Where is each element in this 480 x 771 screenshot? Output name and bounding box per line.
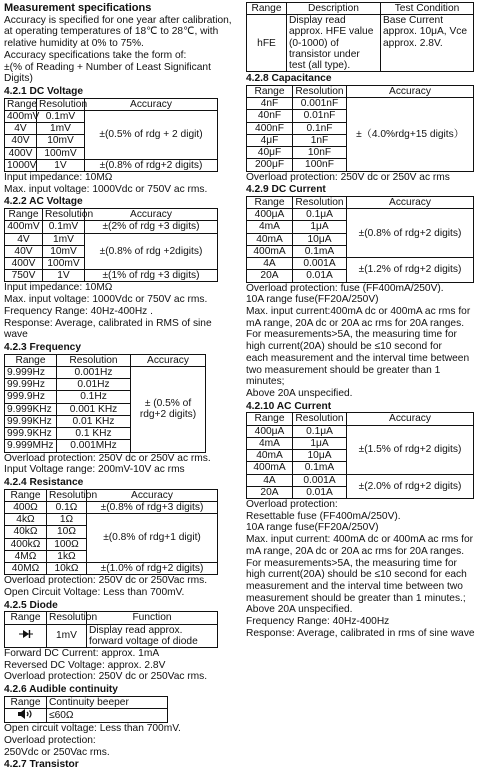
range-cell: 99.99KHz — [5, 415, 57, 427]
note-line: mA range, 20A dc or 20A ac rms for 20A ranges. — [246, 317, 465, 329]
table-row — [5, 159, 218, 171]
note-line: measurement and the interval time between two — [246, 581, 463, 592]
header-resolution: Resolution — [57, 354, 131, 366]
header-range: Range — [5, 209, 43, 221]
resolution-cell: 10μA — [293, 233, 347, 245]
range-cell: 400mA — [247, 245, 293, 257]
note-line: Above 20A unspecified. — [246, 604, 353, 616]
note-line: Max. input current:400mA dc or 400mA ac rms for — [246, 305, 471, 317]
header-resolution: Resolution — [293, 197, 347, 209]
note-line: Overload protection: 250V dc or 250Vac rms. — [4, 671, 208, 683]
table-row — [5, 221, 218, 233]
header-accuracy: Accuracy — [347, 413, 474, 425]
range-cell: 750V — [5, 270, 43, 282]
range-cell: 20A — [247, 486, 293, 498]
header-resolution: Resolution — [47, 612, 87, 624]
note-line: measurement should be greater than 1 minutes.; — [246, 592, 466, 604]
range-cell: 9.999MHz — [5, 440, 57, 452]
note-line: Input impedance: 10MΩ — [4, 171, 113, 183]
table-row — [247, 474, 474, 486]
range-cell: 9.999Hz — [5, 366, 57, 378]
diode-heading: 4.2.5 Diode — [4, 599, 58, 611]
resolution-cell: 0.01nF — [293, 110, 347, 122]
header-accuracy: Accuracy — [347, 197, 474, 209]
resolution-cell: 0.001 KHz — [57, 403, 131, 415]
range-cell: 4mA — [247, 221, 293, 233]
spec-line: at operating temperatures of 18℃ to 28℃, with — [4, 26, 219, 38]
range-cell: 40V — [5, 135, 37, 147]
header-description: Description — [287, 3, 381, 15]
resolution-cell: 0.01 KHz — [57, 415, 131, 427]
resolution-cell: 0.1Hz — [57, 391, 131, 403]
frequency-heading: 4.2.3 Frequency — [4, 342, 82, 354]
resolution-cell: 1μA — [293, 221, 347, 233]
note-line: Open Circuit Voltage: Less than 700mV. — [4, 586, 185, 598]
note-line: Max. input current: 400mA dc or 400mA ac rms for — [246, 534, 474, 546]
range-cell: 400mA — [247, 462, 293, 474]
resolution-cell: 0.001A — [293, 258, 347, 270]
note-line: Max. input voltage: 1000Vdc or 750V ac rms. — [4, 183, 208, 195]
resolution-cell: 1μA — [293, 437, 347, 449]
table-row — [5, 233, 218, 245]
resolution-cell: 10nF — [293, 147, 347, 159]
resolution-cell: 10mV — [43, 245, 85, 257]
diode-range-cell — [5, 624, 47, 647]
table-row — [5, 270, 218, 282]
note-line: high current(20A) should be ≤10 second for — [246, 341, 442, 353]
table-header-row — [5, 209, 218, 221]
accuracy-cell: ±(0.8% of rdg+2 digits) — [85, 159, 218, 171]
table-row — [247, 15, 474, 72]
range-cell: hFE — [247, 15, 287, 72]
note-line: Resettable fuse (FF400mA/250V). — [246, 510, 401, 522]
table-header-row — [247, 197, 474, 209]
note-line: For measurements>5A, the measuring time for — [246, 557, 457, 569]
ac-current-table — [246, 412, 474, 499]
accuracy-cell: ±(0.8% of rdg+1 digit) — [87, 514, 218, 563]
accuracy-cell: ±（4.0%rdg+15 digits） — [347, 98, 474, 171]
description-cell: Display read approx. HFE value (0-1000) of transistor under test (all type). — [287, 15, 381, 72]
resolution-cell: 1mV — [43, 233, 85, 245]
accuracy-cell: ±(0.8% of rdg +2digits) — [85, 233, 218, 270]
accuracy-cell: ±(0.5% of rdg + 2 digit) — [85, 110, 218, 159]
resolution-cell: 100mV — [37, 147, 85, 159]
resolution-cell: 0.001nF — [293, 98, 347, 110]
note-line: Input Voltage range: 200mV-10V ac rms — [4, 464, 185, 476]
table-row — [5, 562, 218, 574]
range-cell: 40mA — [247, 450, 293, 462]
resolution-cell: 0.001Hz — [57, 366, 131, 378]
table-header-row — [247, 3, 474, 15]
table-header-row — [5, 696, 168, 708]
table-row — [5, 366, 206, 378]
right-column — [246, 2, 476, 640]
accuracy-cell: ±(0.8% of rdg+3 digits) — [87, 501, 218, 513]
resolution-cell: 10mV — [37, 135, 85, 147]
range-cell: 400kΩ — [5, 538, 47, 550]
note-line: Reversed DC Voltage: approx. 2.8V — [4, 659, 166, 671]
resolution-cell: 0.01A — [293, 486, 347, 498]
resolution-cell: 0.1mA — [293, 462, 347, 474]
header-resolution: Resolution — [47, 489, 87, 501]
resolution-cell: 0.001MHz — [57, 440, 131, 452]
range-cell: 4A — [247, 474, 293, 486]
range-cell: 400μA — [247, 425, 293, 437]
header-range: Range — [247, 413, 293, 425]
note-line: Response: Average, calibrated in rms of sine wave — [246, 627, 475, 639]
diode-icon — [19, 629, 33, 639]
resolution-cell: 0.1mA — [293, 245, 347, 257]
range-cell: 4nF — [247, 98, 293, 110]
accuracy-cell: ±(0.8% of rdg+2 digits) — [347, 209, 474, 258]
resolution-cell: 0.1mV — [43, 221, 85, 233]
range-cell: 40nF — [247, 110, 293, 122]
resolution-cell: 0.1 KHz — [57, 428, 131, 440]
note-line: Overload protection: fuse (FF400mA/250V). — [246, 282, 444, 294]
header-accuracy: Accuracy — [85, 98, 218, 110]
resolution-cell: 1V — [43, 270, 85, 282]
table-row — [247, 425, 474, 437]
dc-voltage-table — [4, 98, 218, 172]
table-header-row — [5, 489, 218, 501]
table-row — [247, 258, 474, 270]
note-line: Overload protection: 250V dc or 250V ac rms — [246, 171, 450, 183]
continuity-value-cell: ≤60Ω — [47, 709, 168, 723]
accuracy-cell: ±(1.0% of rdg+2 digits) — [87, 562, 218, 574]
resolution-cell: 1Ω — [47, 514, 87, 526]
left-column — [4, 2, 236, 771]
header-function: Function — [87, 612, 218, 624]
table-row — [5, 501, 218, 513]
resolution-cell: 100mV — [43, 258, 85, 270]
resolution-cell: 0.1Ω — [47, 501, 87, 513]
range-cell: 4V — [5, 123, 37, 135]
table-header-row — [5, 612, 218, 624]
header-resolution: Resolution — [293, 413, 347, 425]
table-header-row — [247, 413, 474, 425]
function-cell: Display read approx. forward voltage of diode — [87, 624, 218, 647]
range-cell: 400μA — [247, 209, 293, 221]
resolution-cell: 1mV — [37, 123, 85, 135]
note-line: Overload protection: — [4, 735, 96, 747]
spec-line: Accuracy is specified for one year after calibration, — [4, 14, 232, 26]
capacitance-table — [246, 85, 474, 172]
table-row — [5, 624, 218, 647]
range-cell: 1000V — [5, 159, 37, 171]
ac-voltage-heading: 4.2.2 AC Voltage — [4, 196, 83, 208]
table-header-row — [5, 98, 218, 110]
sound-icon — [17, 709, 35, 719]
header-range: Range — [5, 489, 47, 501]
range-cell: 400mV — [5, 221, 43, 233]
range-cell: 99.99Hz — [5, 379, 57, 391]
note-line: Above 20A unspecified. — [246, 388, 353, 399]
resolution-cell: 0.1nF — [293, 122, 347, 134]
note-line: Frequency Range: 40Hz-400Hz . — [4, 305, 153, 317]
table-row — [247, 98, 474, 110]
continuity-heading: 4.2.6 Audible continuity — [4, 684, 118, 696]
accuracy-cell: ±(2% of rdg +3 digits) — [85, 221, 218, 233]
header-range: Range — [247, 197, 293, 209]
note-line: Open circuit voltage: Less than 700mV. — [4, 723, 181, 735]
range-cell: 40MΩ — [5, 562, 47, 574]
range-cell: 40mA — [247, 233, 293, 245]
note-line: 10A range fuse(FF20A/250V) — [246, 522, 379, 534]
header-continuity: Continuity beeper — [47, 696, 168, 708]
spec-title: Measurement specifications — [4, 2, 152, 14]
note-line: Input impedance: 10MΩ — [4, 282, 113, 294]
continuity-table — [4, 696, 168, 723]
resolution-cell: 100nF — [293, 159, 347, 171]
range-cell: 4μF — [247, 134, 293, 146]
spec-line: relative humidity at 0% to 75%. — [4, 38, 144, 50]
table-row — [247, 209, 474, 221]
dc-current-table — [246, 196, 474, 283]
resolution-cell: 0.01Hz — [57, 379, 131, 391]
table-header-row — [247, 86, 474, 98]
accuracy-cell: ±(1% of rdg +3 digits) — [85, 270, 218, 282]
note-line: Frequency Range: 40Hz-400Hz — [246, 616, 390, 628]
table-header-row — [5, 354, 206, 366]
note-line: mA range, 20A dc or 20A ac rms for 20A ranges. — [246, 545, 465, 557]
header-resolution: Resolution — [43, 209, 85, 221]
resolution-cell: 1V — [37, 159, 85, 171]
header-range: Range — [247, 86, 293, 98]
ac-voltage-table — [4, 208, 218, 282]
resolution-cell: 1mV — [47, 624, 87, 647]
range-cell: 4A — [247, 258, 293, 270]
range-cell: 400nF — [247, 122, 293, 134]
note-line: two measurement should be greater than 1 minutes; — [246, 364, 441, 388]
note-line: each measurement and the interval time between — [246, 352, 470, 364]
note-line: 250Vdc or 250Vac rms. — [4, 746, 110, 758]
header-accuracy: Accuracy — [85, 209, 218, 221]
dc-voltage-heading: 4.2.1 DC Voltage — [4, 85, 84, 97]
header-range: Range — [5, 354, 57, 366]
ac-current-heading: 4.2.10 AC Current — [246, 400, 332, 412]
range-cell: 4kΩ — [5, 514, 47, 526]
resolution-cell: 1kΩ — [47, 550, 87, 562]
header-accuracy: Accuracy — [347, 86, 474, 98]
spec-line: ±(% of Reading + Number of Least Significant Digits) — [4, 61, 211, 85]
diode-table — [4, 611, 218, 648]
header-accuracy: Accuracy — [87, 489, 218, 501]
note-line: Max. input voltage: 1000Vdc or 750V ac rms. — [4, 294, 208, 306]
header-test-condition: Test Condition — [381, 3, 474, 15]
note-line: For measurements>5A, the measuring time for — [246, 329, 457, 341]
range-cell: 9.999KHz — [5, 403, 57, 415]
table-row — [5, 709, 168, 723]
note-line: Overload protection: 250V dc or 250Vac rms. — [4, 575, 208, 587]
note-line: Overload protection: — [246, 498, 338, 510]
resistance-heading: 4.2.4 Resistance — [4, 476, 84, 488]
resolution-cell: 10Ω — [47, 526, 87, 538]
range-cell: 999.9Hz — [5, 391, 57, 403]
range-cell: 400V — [5, 258, 43, 270]
resolution-cell: 10μA — [293, 450, 347, 462]
resolution-cell: 0.01A — [293, 270, 347, 282]
range-cell: 40kΩ — [5, 526, 47, 538]
resolution-cell: 0.1mV — [37, 110, 85, 122]
header-resolution: Resolution — [37, 98, 85, 110]
table-row — [5, 110, 218, 122]
resolution-cell: 0.1μA — [293, 209, 347, 221]
range-cell: 40V — [5, 245, 43, 257]
capacitance-heading: 4.2.8 Capacitance — [246, 73, 332, 85]
range-cell: 200μF — [247, 159, 293, 171]
resolution-cell: 0.001A — [293, 474, 347, 486]
header-accuracy: Accuracy — [131, 354, 206, 366]
header-resolution: Resolution — [293, 86, 347, 98]
note-line: Overload protection: 250V dc or 250V ac rms. — [4, 452, 211, 464]
range-cell: 400mV — [5, 110, 37, 122]
range-cell: 400V — [5, 147, 37, 159]
header-range: Range — [247, 3, 287, 15]
note-line: 10A range fuse(FF20A/250V) — [246, 294, 379, 306]
resistance-table — [4, 489, 218, 576]
spec-line: Accuracy specifications take the form of: — [4, 49, 187, 61]
table-row — [5, 514, 218, 526]
range-cell: 999.9KHz — [5, 428, 57, 440]
range-cell: 4V — [5, 233, 43, 245]
accuracy-cell: ± (0.5% of rdg+2 digits) — [131, 366, 206, 452]
range-cell: 20A — [247, 270, 293, 282]
dc-current-heading: 4.2.9 DC Current — [246, 184, 326, 196]
hfe-table — [246, 2, 474, 72]
header-range: Range — [5, 696, 47, 708]
range-cell: 4MΩ — [5, 550, 47, 562]
range-cell: 400Ω — [5, 501, 47, 513]
resolution-cell: 100Ω — [47, 538, 87, 550]
resolution-cell: 1nF — [293, 134, 347, 146]
frequency-table — [4, 354, 206, 453]
note-line: Forward DC Current: approx. 1mA — [4, 648, 160, 660]
accuracy-cell: ±(2.0% of rdg+2 digits) — [347, 474, 474, 498]
accuracy-cell: ±(1.5% of rdg+2 digits) — [347, 425, 474, 474]
resolution-cell: 0.1μA — [293, 425, 347, 437]
header-range: Range — [5, 98, 37, 110]
test-condition-cell: Base Current approx. 10μA, Vce approx. 2.8V. — [381, 15, 474, 72]
header-range: Range — [5, 612, 47, 624]
note-line: Response: Average, calibrated in RMS of sine wave — [4, 317, 212, 341]
note-line: high current(20A) should be ≤10 second for each — [246, 569, 467, 581]
accuracy-cell: ±(1.2% of rdg+2 digits) — [347, 258, 474, 282]
resolution-cell: 10kΩ — [47, 562, 87, 574]
transistor-heading: 4.2.7 Transistor — [4, 759, 79, 771]
range-cell: 4mA — [247, 437, 293, 449]
continuity-range-cell — [5, 709, 47, 723]
range-cell: 40μF — [247, 147, 293, 159]
